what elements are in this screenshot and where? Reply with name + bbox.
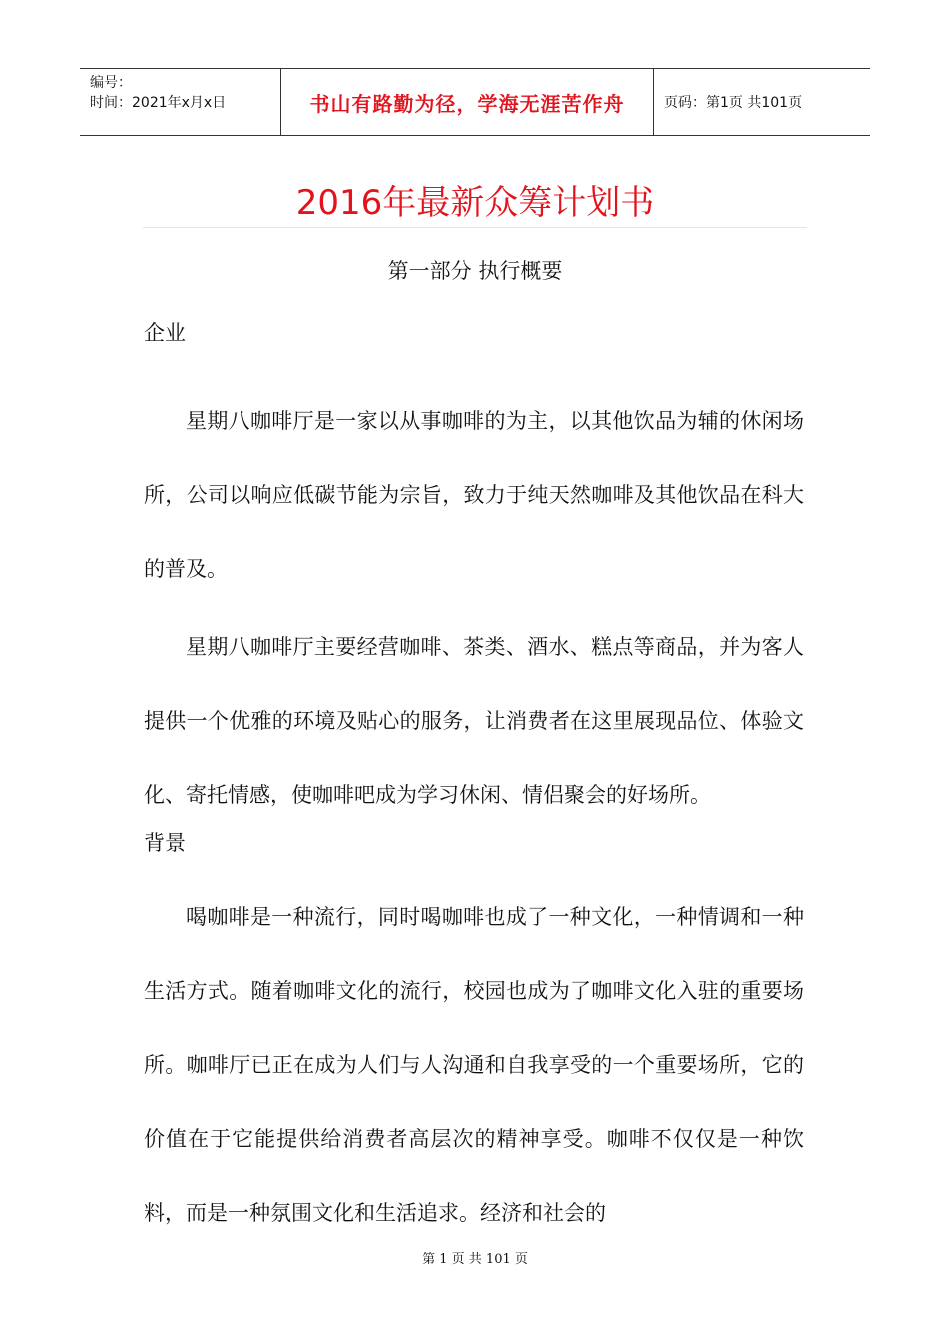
part-heading: 第一部分 执行概要 [387, 259, 563, 283]
motto-text: 书山有路勤为径，学海无涯苦作舟 [309, 91, 625, 116]
title-divider [143, 227, 807, 228]
header-meta-cell [80, 69, 281, 135]
background-heading: 背景 [144, 831, 186, 855]
page-footer: 第 1 页 共 101 页 [422, 1252, 528, 1267]
time-label: 时间：2021年x月x日 [90, 95, 227, 111]
company-paragraph-1: 星期八咖啡厅是一家以从事咖啡的为主，以其他饮品为辅的休闲场所，公司以响应低碳节能为宗旨，致力于纯天然咖啡及其他饮品在科大的普及。 [144, 409, 804, 581]
background-paragraph-1: 喝咖啡是一种流行，同时喝咖啡也成了一种文化，一种情调和一种生活方式。随着咖啡文化的流行，校园也成为了咖啡文化入驻的重要场所。咖啡厅已正在成为人们与人沟通和自我享受的一个重要场所，它的价值在于它能提供给消费者高层次的精神享受。咖啡不仅仅是一种饮料，而是一种氛围文化和生活追求。经济和社会的 [144, 905, 804, 1225]
header-page-cell [654, 69, 870, 135]
number-label: 编号： [90, 75, 132, 91]
company-paragraph-2: 星期八咖啡厅主要经营咖啡、茶类、酒水、糕点等商品，并为客人提供一个优雅的环境及贴心的服务，让消费者在这里展现品位、体验文化、寄托情感，使咖啡吧成为学习休闲、情侣聚会的好场所。 [144, 635, 804, 807]
page-info: 页码：第1页 共101页 [664, 95, 803, 111]
company-heading: 企业 [144, 321, 186, 345]
header-motto-cell [281, 69, 654, 135]
document-header [80, 68, 870, 136]
document-body [144, 318, 804, 1250]
document-title: 2016年最新众筹计划书 [295, 183, 655, 223]
